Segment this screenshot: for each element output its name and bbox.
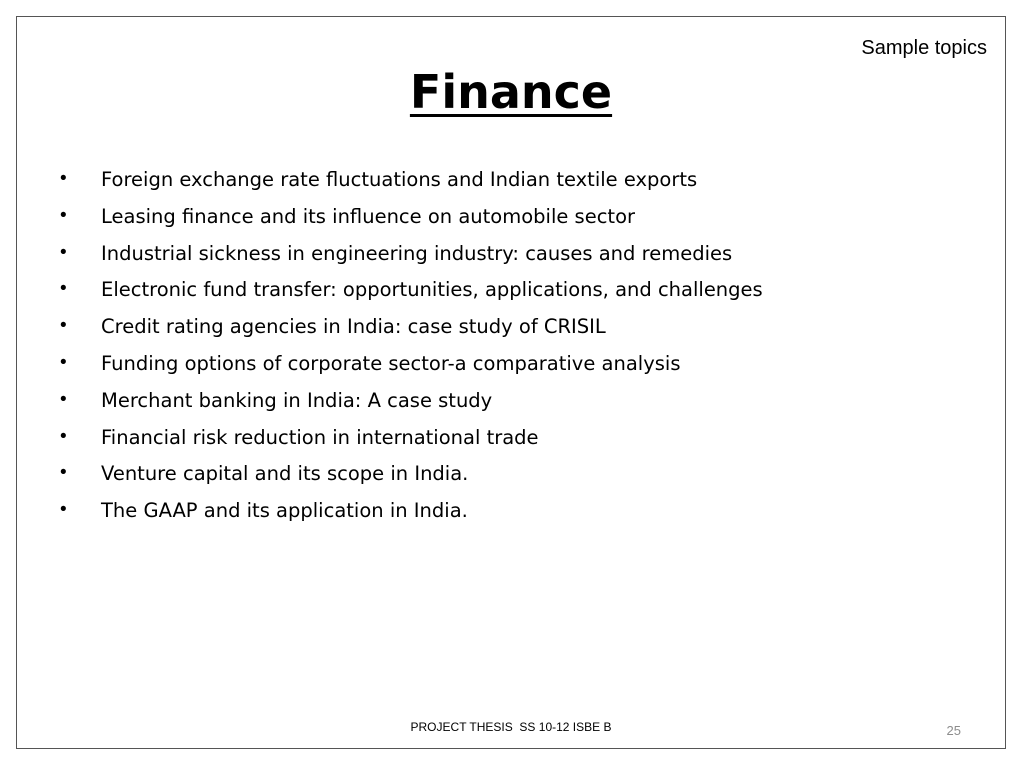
slide bbox=[16, 16, 1006, 749]
bullet-icon: • bbox=[60, 241, 67, 263]
list-item-text: Industrial sickness in engineering industry: causes and remedies bbox=[101, 241, 733, 265]
list-item bbox=[57, 426, 763, 463]
page-number: 25 bbox=[946, 723, 961, 738]
list-item-text: Electronic fund transfer: opportunities, applications, and challenges bbox=[101, 278, 763, 302]
list-item-text: Funding options of corporate sector-a comparative analysis bbox=[101, 351, 681, 375]
slide-footer: PROJECT THESIS SS 10-12 ISBE B bbox=[410, 720, 612, 734]
list-item bbox=[57, 242, 763, 279]
list-item bbox=[57, 352, 763, 389]
list-item-text: Merchant banking in India: A case study bbox=[101, 388, 493, 412]
bullet-icon: • bbox=[60, 351, 67, 373]
list-item bbox=[57, 389, 763, 426]
list-item bbox=[57, 315, 763, 352]
slide-title-text: Finance bbox=[409, 65, 613, 119]
sample-topics-label: Sample topics bbox=[861, 37, 987, 59]
list-item-text: Financial risk reduction in international trade bbox=[101, 425, 539, 449]
list-item bbox=[57, 168, 763, 205]
bullet-icon: • bbox=[60, 315, 67, 337]
list-item-text: Foreign exchange rate fluctuations and Indian textile exports bbox=[101, 168, 698, 191]
list-item-text: Credit rating agencies in India: case study of CRISIL bbox=[101, 315, 606, 339]
list-item bbox=[57, 462, 763, 499]
list-item bbox=[57, 205, 763, 242]
list-item-text: Leasing finance and its influence on automobile sector bbox=[101, 204, 636, 228]
bullet-icon: • bbox=[60, 278, 67, 300]
slide-title bbox=[17, 67, 1005, 118]
list-item-text: Venture capital and its scope in India. bbox=[101, 462, 469, 486]
list-item bbox=[57, 278, 763, 315]
list-item bbox=[57, 499, 763, 536]
list-item-text: The GAAP and its application in India. bbox=[101, 499, 468, 523]
bullet-icon: • bbox=[60, 168, 67, 189]
bullet-icon: • bbox=[60, 425, 67, 447]
bullet-icon: • bbox=[60, 499, 67, 521]
bullet-icon: • bbox=[60, 204, 67, 226]
bullet-icon: • bbox=[60, 462, 67, 484]
bullet-icon: • bbox=[60, 388, 67, 410]
topic-list bbox=[57, 168, 763, 536]
